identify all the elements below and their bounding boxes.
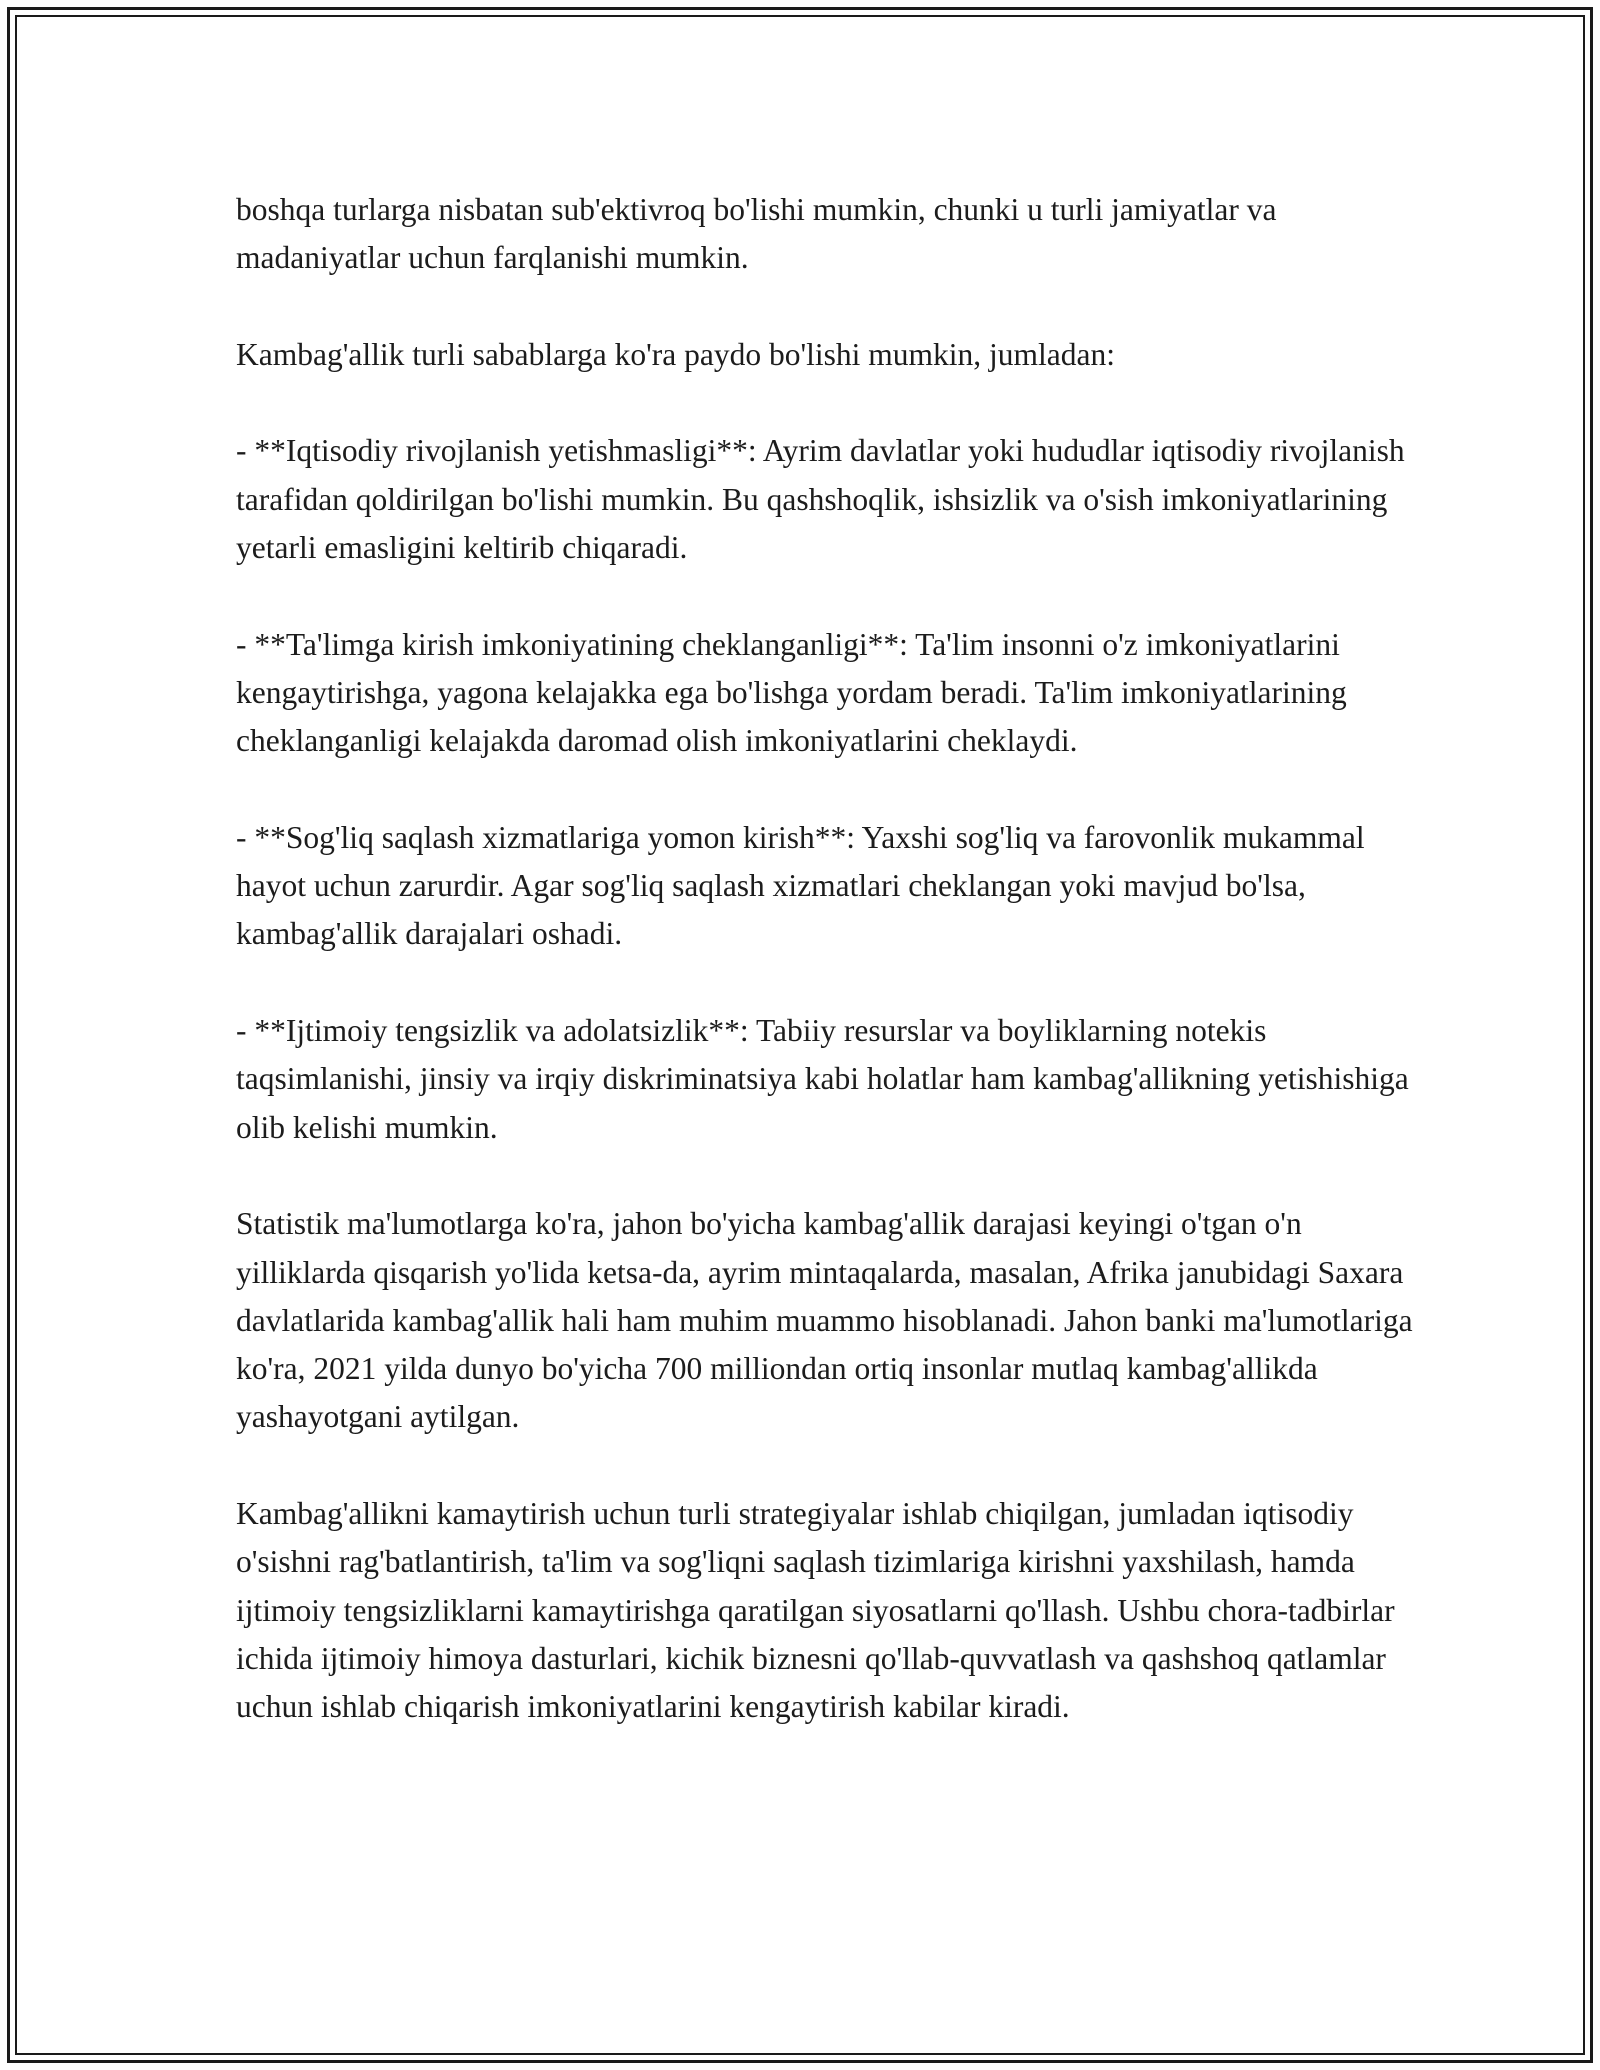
list-item-healthcare-access: - **Sog'liq saqlash xizmatlariga yomon kirish**: Yaxshi sog'liq va farovonlik mukammal hayot uchun zarurdir. Agar sog'liq saqlash xizmatlari cheklangan yoki mavjud bo'lsa, kambag'allik darajalari oshadi. xyxy=(236,819,1365,952)
list-item-economic-development: - **Iqtisodiy rivojlanish yetishmasligi**: Ayrim davlatlar yoki hududlar iqtisodiy rivojlanish tarafidan qoldirilgan bo'lishi mumkin. Bu qashshoqlik, ishsizlik va o'sish imkoniyatlarining yetarli emasligini keltirib chiqaradi. xyxy=(236,433,1405,566)
document-body xyxy=(236,186,1416,1732)
paragraph-statistics: Statistik ma'lumotlarga ko'ra, jahon bo'yicha kambag'allik darajasi keyingi o'tgan o'n yilliklarda qisqarish yo'lida ketsa-da, ayrim mintaqalarda, masalan, Afrika janubidagi Saxara davlatlarida kambag'allik hali ham muhim muammo hisoblanadi. Jahon banki ma'lumotlariga ko'ra, 2021 yilda dunyo bo'yicha 700 milliondan ortiq insonlar mutlaq kambag'allikda yashayotgani aytilgan. xyxy=(236,1206,1413,1435)
list-item-social-inequality: - **Ijtimoiy tengsizlik va adolatsizlik**: Tabiiy resurslar va boyliklarning notekis taqsimlanishi, jinsiy va irqiy diskriminatsiya kabi holatlar ham kambag'allikning yetishishiga olib kelishi mumkin. xyxy=(236,1013,1409,1145)
paragraph-strategies: Kambag'allikni kamaytirish uchun turli strategiyalar ishlab chiqilgan, jumladan iqtisodiy o'sishni rag'batlantirish, ta'lim va sog'liqni saqlash tizimlariga kirishni yaxshilash, hamda ijtimoiy tengsizliklarni kamaytirishga qaratilgan siyosatlarni qo'llash. Ushbu chora-tadbirlar ichida ijtimoiy himoya dasturlari, kichik biznesni qo'llab-quvvatlash va qashshoq qatlamlar uchun ishlab chiqarish imkoniyatlarini kengaytirish kabilar kiradi. xyxy=(236,1496,1395,1725)
paragraph-causes-intro: Kambag'allik turli sabablarga ko'ra paydo bo'lishi mumkin, jumladan: xyxy=(236,336,1116,372)
paragraph-continuation: boshqa turlarga nisbatan sub'ektivroq bo'lishi mumkin, chunki u turli jamiyatlar va madaniyatlar uchun farqlanishi mumkin. xyxy=(236,192,1277,276)
list-item-education-access: - **Ta'limga kirish imkoniyatining cheklanganligi**: Ta'lim insonni o'z imkoniyatlarini kengaytirishga, yagona kelajakka ega bo'lishga yordam beradi. Ta'lim imkoniyatlarining cheklanganligi kelajakda daromad olish imkoniyatlarini cheklaydi. xyxy=(236,626,1347,759)
